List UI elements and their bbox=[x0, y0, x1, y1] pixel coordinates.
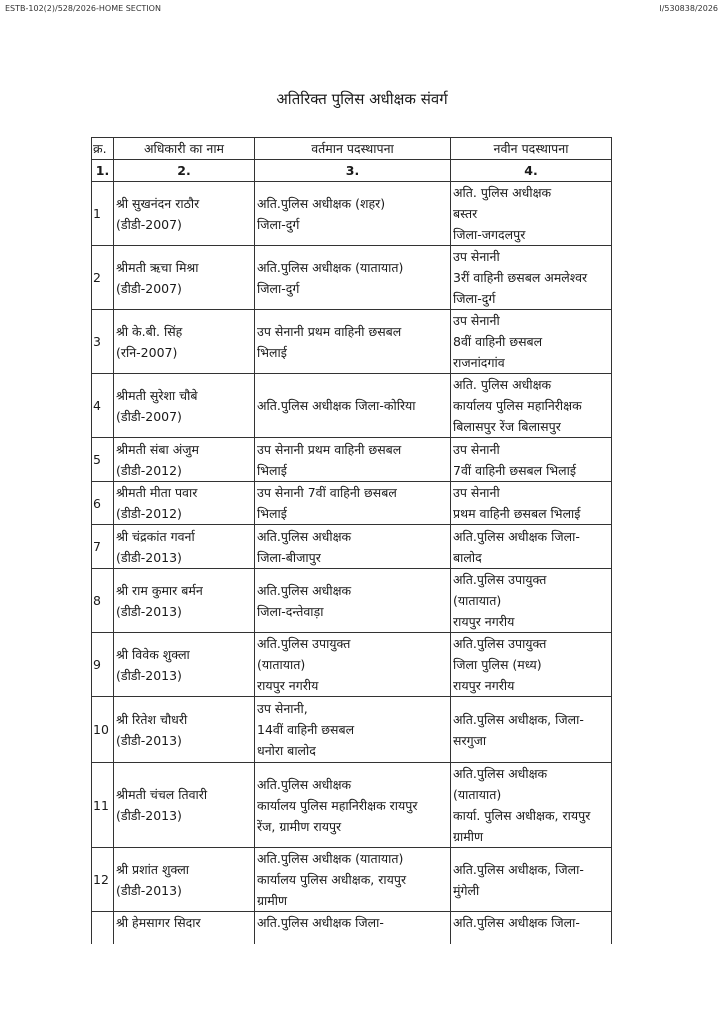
current-posting-line: अति.पुलिस अधीक्षक bbox=[257, 776, 352, 792]
officer-name bbox=[114, 848, 255, 912]
new-posting bbox=[451, 438, 612, 482]
current-posting-line: उप सेनानी, bbox=[257, 701, 308, 716]
current-posting-line: अति.पुलिस अधीक्षक जिला-कोरिया bbox=[257, 398, 416, 413]
table-row bbox=[92, 912, 612, 944]
table-row bbox=[92, 569, 612, 633]
officer-name-line: श्रीमती मीता पवार bbox=[116, 485, 198, 500]
new-posting-line: अति.पुलिस उपायुक्त bbox=[453, 572, 547, 587]
officer-name-line: (डीडी-2013) bbox=[116, 603, 182, 619]
column-header-new: नवीन पदस्थापना bbox=[451, 138, 612, 160]
new-posting-line: रायपुर नगरीय bbox=[453, 678, 515, 693]
new-posting bbox=[451, 310, 612, 374]
current-posting bbox=[255, 374, 451, 438]
column-header-sn: क्र. bbox=[92, 138, 114, 160]
serial-number: 7 bbox=[92, 525, 114, 569]
new-posting-line: अति. पुलिस अधीक्षक bbox=[453, 185, 552, 200]
column-header-current: वर्तमान पदस्थापना bbox=[255, 138, 451, 160]
new-posting-line: अति.पुलिस अधीक्षक, जिला- bbox=[453, 711, 584, 727]
officer-name-line: (रनि-2007) bbox=[116, 344, 178, 360]
officer-name-line: श्री के.बी. सिंह bbox=[116, 323, 183, 339]
officer-name bbox=[114, 310, 255, 374]
new-posting-line: अति.पुलिस अधीक्षक जिला- bbox=[453, 528, 580, 544]
officer-name bbox=[114, 633, 255, 697]
new-posting bbox=[451, 633, 612, 697]
current-posting bbox=[255, 438, 451, 482]
current-posting bbox=[255, 633, 451, 697]
new-posting-line: 3रीं वाहिनी छसबल अमलेश्वर bbox=[453, 270, 588, 285]
new-posting bbox=[451, 374, 612, 438]
new-posting-line: जिला-जगदलपुर bbox=[453, 227, 526, 242]
current-posting-line: रेंज, ग्रामीण रायपुर bbox=[257, 818, 342, 834]
officer-name-line: (डीडी-2013) bbox=[116, 549, 182, 565]
officer-name bbox=[114, 763, 255, 848]
current-posting-line: अति.पुलिस अधीक्षक bbox=[257, 528, 352, 544]
column-number-3: 3. bbox=[255, 160, 451, 182]
new-posting bbox=[451, 182, 612, 246]
current-posting bbox=[255, 912, 451, 944]
column-number-4: 4. bbox=[451, 160, 612, 182]
new-posting-line: अति.पुलिस अधीक्षक, जिला- bbox=[453, 861, 584, 877]
new-posting bbox=[451, 912, 612, 944]
current-posting bbox=[255, 763, 451, 848]
officer-name-line: (डीडी-2007) bbox=[116, 280, 182, 296]
current-posting bbox=[255, 697, 451, 763]
officer-name-line: (डीडी-2012) bbox=[116, 506, 182, 521]
officer-name bbox=[114, 569, 255, 633]
officer-name-line: श्री सुखनंदन राठौर bbox=[116, 195, 200, 211]
officer-name-line: (डीडी-2012) bbox=[116, 462, 182, 478]
table-row bbox=[92, 246, 612, 310]
new-posting-line: राजनांदगांव bbox=[453, 355, 505, 370]
current-posting-line: जिला-बीजापुर bbox=[257, 549, 321, 565]
current-posting-line: उप सेनानी 7वीं वाहिनी छसबल bbox=[257, 485, 397, 500]
new-posting bbox=[451, 697, 612, 763]
serial-number: 4 bbox=[92, 374, 114, 438]
officer-name bbox=[114, 246, 255, 310]
officer-name-line: (डीडी-2007) bbox=[116, 408, 182, 424]
current-posting-line: अति.पुलिस अधीक्षक जिला- bbox=[257, 915, 384, 930]
current-posting-line: अति.पुलिस अधीक्षक bbox=[257, 582, 352, 598]
header-document-number: I/530838/2026 bbox=[659, 4, 718, 13]
current-posting-line: रायपुर नगरीय bbox=[257, 678, 319, 693]
serial-number: 11 bbox=[92, 763, 114, 848]
serial-number: 8 bbox=[92, 569, 114, 633]
new-posting-line: (यातायात) bbox=[453, 593, 502, 608]
serial-number: 3 bbox=[92, 310, 114, 374]
new-posting-line: उप सेनानी bbox=[453, 249, 500, 264]
new-posting-line: 7वीं वाहिनी छसबल भिलाई bbox=[453, 462, 576, 478]
table-row bbox=[92, 438, 612, 482]
new-posting-line: रायपुर नगरीय bbox=[453, 614, 515, 629]
officer-name-line: (डीडी-2007) bbox=[116, 216, 182, 232]
officer-name-line: (डीडी-2013) bbox=[116, 732, 182, 748]
officer-name-line: (डीडी-2013) bbox=[116, 667, 182, 683]
officer-name bbox=[114, 912, 255, 944]
header-file-reference: ESTB-102(2)/528/2026-HOME SECTION bbox=[5, 4, 161, 13]
current-posting bbox=[255, 569, 451, 633]
new-posting-line: उप सेनानी bbox=[453, 485, 500, 500]
current-posting bbox=[255, 525, 451, 569]
new-posting-line: उप सेनानी bbox=[453, 313, 500, 328]
serial-number: 9 bbox=[92, 633, 114, 697]
current-posting-line: जिला-दन्तेवाड़ा bbox=[257, 603, 324, 619]
current-posting-line: उप सेनानी प्रथम वाहिनी छसबल bbox=[257, 441, 402, 457]
new-posting-line: ग्रामीण bbox=[453, 829, 484, 844]
table-row bbox=[92, 633, 612, 697]
officer-name bbox=[114, 438, 255, 482]
current-posting bbox=[255, 310, 451, 374]
new-posting-line: बस्तर bbox=[453, 206, 478, 221]
current-posting-line: धनोरा बालोद bbox=[257, 743, 316, 758]
table-row bbox=[92, 697, 612, 763]
new-posting bbox=[451, 848, 612, 912]
officer-name bbox=[114, 697, 255, 763]
new-posting-line: जिला पुलिस (मध्य) bbox=[453, 657, 542, 672]
new-posting-line: अति.पुलिस अधीक्षक जिला- bbox=[453, 915, 580, 930]
current-posting-line: अति.पुलिस अधीक्षक (शहर) bbox=[257, 195, 386, 211]
officer-name-line: (डीडी-2013) bbox=[116, 882, 182, 898]
current-posting bbox=[255, 182, 451, 246]
current-posting-line: भिलाई bbox=[257, 462, 287, 478]
new-posting bbox=[451, 763, 612, 848]
new-posting-line: मुंगेली bbox=[453, 882, 480, 898]
current-posting bbox=[255, 482, 451, 525]
current-posting-line: ग्रामीण bbox=[257, 893, 288, 908]
officer-name bbox=[114, 374, 255, 438]
new-posting bbox=[451, 525, 612, 569]
current-posting-line: कार्यालय पुलिस महानिरीक्षक रायपुर bbox=[257, 797, 418, 813]
serial-number: 5 bbox=[92, 438, 114, 482]
column-number-2: 2. bbox=[114, 160, 255, 182]
current-posting-line: 14वीं वाहिनी छसबल bbox=[257, 722, 355, 737]
officer-name-line: श्रीमती चंचल तिवारी bbox=[116, 787, 208, 802]
new-posting-line: कार्यालय पुलिस महानिरीक्षक bbox=[453, 398, 582, 413]
new-posting-line: अति.पुलिस अधीक्षक bbox=[453, 766, 548, 781]
new-posting-line: बालोद bbox=[453, 549, 482, 565]
serial-number: 10 bbox=[92, 697, 114, 763]
serial-number bbox=[92, 912, 114, 944]
current-posting-line: (यातायात) bbox=[257, 657, 306, 672]
new-posting-line: सरगुजा bbox=[453, 732, 487, 748]
table-row bbox=[92, 763, 612, 848]
officer-name-line: श्रीमती ऋचा मिश्रा bbox=[116, 259, 199, 275]
new-posting bbox=[451, 569, 612, 633]
new-posting-line: 8वीं वाहिनी छसबल bbox=[453, 334, 543, 349]
new-posting bbox=[451, 246, 612, 310]
column-header-name: अधिकारी का नाम bbox=[114, 138, 255, 160]
table-row bbox=[92, 374, 612, 438]
new-posting-line: बिलासपुर रेंज बिलासपुर bbox=[453, 419, 561, 434]
current-posting bbox=[255, 246, 451, 310]
serial-number: 12 bbox=[92, 848, 114, 912]
current-posting-line: अति.पुलिस उपायुक्त bbox=[257, 636, 351, 651]
officer-name-line: श्री रितेश चौधरी bbox=[116, 711, 188, 727]
officer-name-line: श्री विवेक शुक्ला bbox=[116, 646, 190, 662]
table-header-row bbox=[92, 138, 612, 160]
current-posting bbox=[255, 848, 451, 912]
new-posting-line: अति. पुलिस अधीक्षक bbox=[453, 377, 552, 392]
new-posting-line: उप सेनानी bbox=[453, 441, 500, 457]
officer-name-line: श्री प्रशांत शुक्ला bbox=[116, 861, 190, 877]
current-posting-line: भिलाई bbox=[257, 344, 287, 360]
new-posting-line: (यातायात) bbox=[453, 787, 502, 802]
transfer-table bbox=[91, 137, 612, 944]
table-row bbox=[92, 482, 612, 525]
page-title: अतिरिक्त पुलिस अधीक्षक संवर्ग bbox=[276, 90, 448, 108]
table-row bbox=[92, 310, 612, 374]
officer-name-line: श्रीमती सुरेशा चौबे bbox=[116, 387, 198, 403]
new-posting-line: अति.पुलिस उपायुक्त bbox=[453, 636, 547, 651]
new-posting-line: प्रथम वाहिनी छसबल भिलाई bbox=[453, 506, 581, 521]
new-posting-line: कार्या. पुलिस अधीक्षक, रायपुर bbox=[453, 808, 591, 823]
current-posting-line: अति.पुलिस अधीक्षक (यातायात) bbox=[257, 851, 404, 866]
officer-name-line: (डीडी-2013) bbox=[116, 808, 182, 823]
serial-number: 1 bbox=[92, 182, 114, 246]
new-posting-line: जिला-दुर्ग bbox=[453, 291, 496, 306]
current-posting-line: जिला-दुर्ग bbox=[257, 280, 300, 296]
column-number-row bbox=[92, 160, 612, 182]
officer-name bbox=[114, 482, 255, 525]
current-posting-line: जिला-दुर्ग bbox=[257, 216, 300, 232]
officer-name-line: श्री हेमसागर सिदार bbox=[116, 915, 201, 930]
serial-number: 6 bbox=[92, 482, 114, 525]
officer-name-line: श्री राम कुमार बर्मन bbox=[116, 582, 203, 598]
table-row bbox=[92, 182, 612, 246]
current-posting-line: उप सेनानी प्रथम वाहिनी छसबल bbox=[257, 323, 402, 339]
table-row bbox=[92, 525, 612, 569]
officer-name-line: श्रीमती संबा अंजुम bbox=[116, 441, 199, 457]
serial-number: 2 bbox=[92, 246, 114, 310]
column-number-1: 1. bbox=[92, 160, 114, 182]
officer-name bbox=[114, 182, 255, 246]
current-posting-line: कार्यालय पुलिस अधीक्षक, रायपुर bbox=[257, 872, 407, 887]
table-row bbox=[92, 848, 612, 912]
current-posting-line: अति.पुलिस अधीक्षक (यातायात) bbox=[257, 259, 404, 275]
new-posting bbox=[451, 482, 612, 525]
current-posting-line: भिलाई bbox=[257, 506, 287, 521]
officer-name-line: श्री चंद्रकांत गवर्ना bbox=[116, 528, 195, 544]
officer-name bbox=[114, 525, 255, 569]
